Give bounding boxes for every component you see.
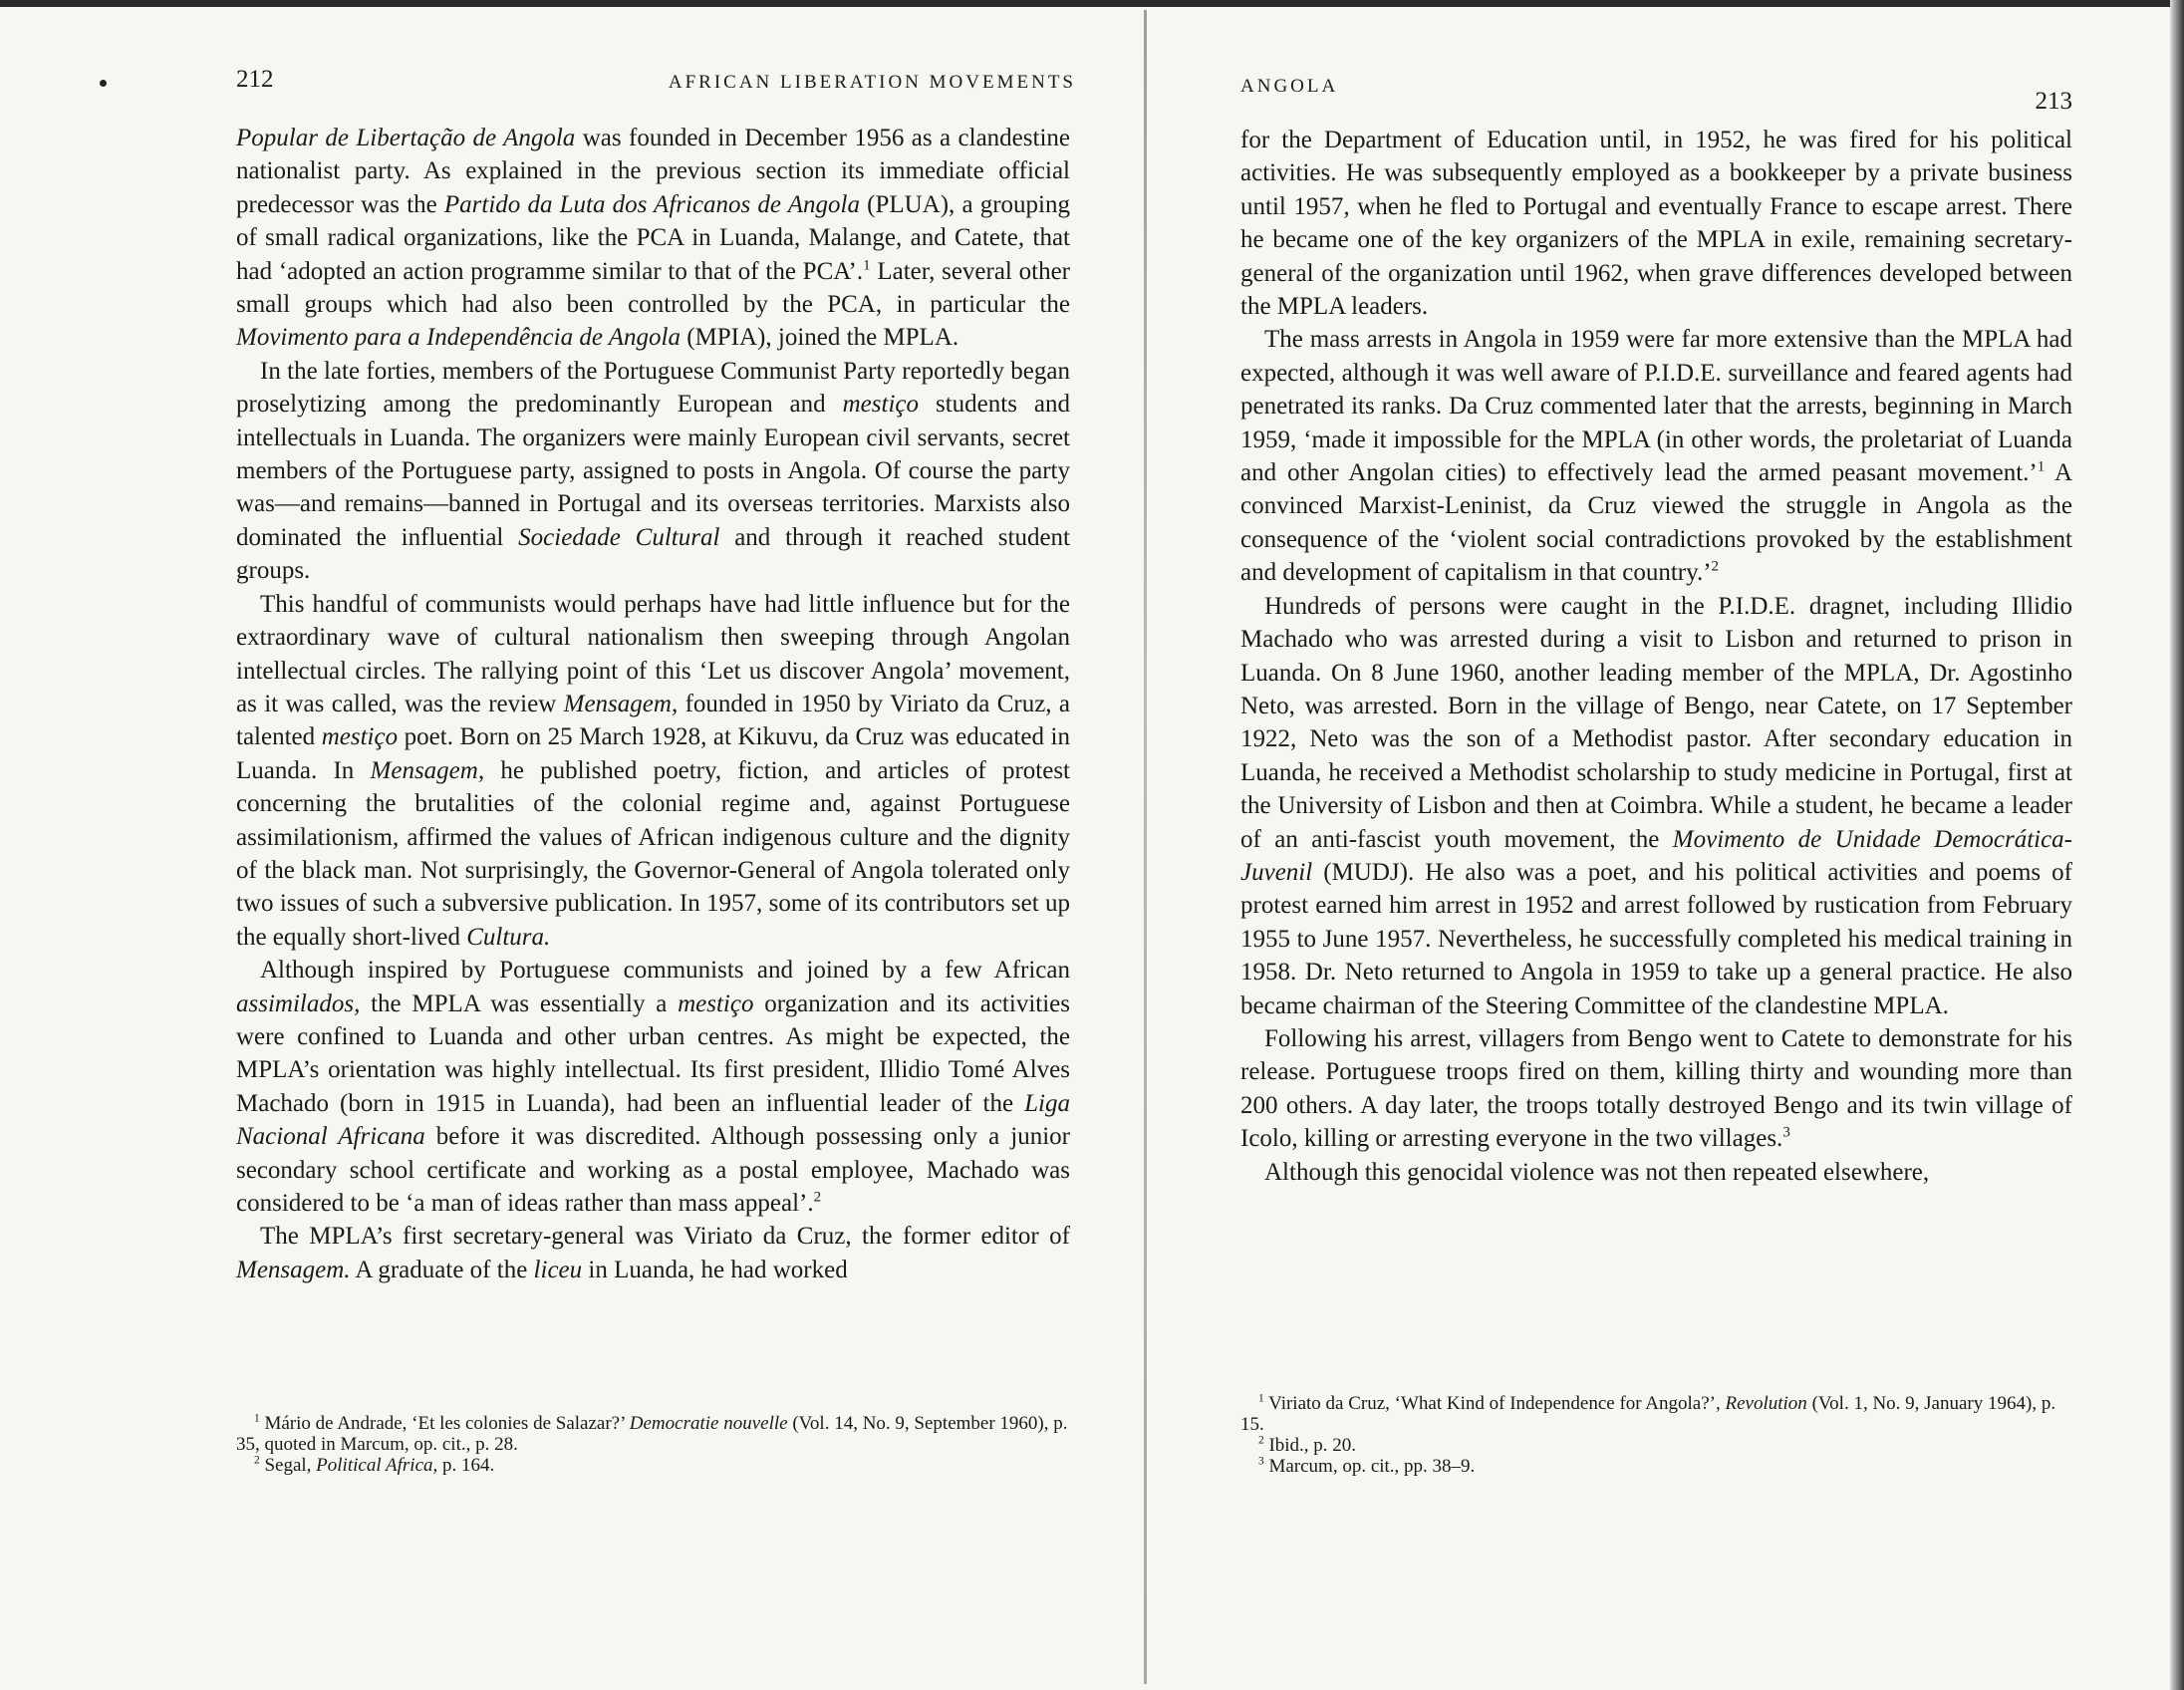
text-run: Partido da Luta dos Africanos de Angola bbox=[443, 190, 860, 218]
paragraph bbox=[236, 122, 1070, 355]
paragraph bbox=[1240, 590, 2072, 1022]
text-run: Hundreds of persons were caught in the P.I.D.E. dragnet, including Illidio Machado who was arrested during a visit to Lisbon and returned to prison in Luanda. On 8 June 1960, another leading member of the MPLA, Dr. Agostinho Neto, was arrested. Born in the village of Bengo, near Catete, on 17 September 1922, Neto was the son of a Methodist pastor. After secondary education in Luanda, he received a Methodist scholarship to study medicine in Portugal, first at the University of Lisbon and then at Coimbra. While a student, he became a leader of an anti-fascist youth movement, the bbox=[1240, 592, 2072, 853]
text-run: Mensagem. bbox=[236, 1256, 351, 1283]
text-run: p. 164. bbox=[437, 1455, 495, 1476]
text-run: A convinced Marxist-Leninist, da Cruz viewed the struggle in Angola as the consequence of the ‘violent social contradictions provoked by the establishment and development of capitalism in that country.’ bbox=[1240, 459, 2072, 587]
footnote bbox=[1240, 1456, 2072, 1477]
footnote-marker: 1 bbox=[1258, 1392, 1264, 1405]
left-page-number: 212 bbox=[236, 66, 274, 93]
text-run: Although this genocidal violence was not then repeated elsewhere, bbox=[1264, 1158, 1930, 1186]
text-run: A graduate of the bbox=[350, 1256, 534, 1283]
left-body-text bbox=[236, 122, 1070, 1286]
paragraph bbox=[236, 588, 1070, 954]
paragraph bbox=[236, 355, 1070, 588]
footnote-marker: 1 bbox=[863, 257, 871, 274]
footnote bbox=[1240, 1435, 2072, 1456]
text-run: Revolution bbox=[1725, 1393, 1807, 1414]
footnote-marker: 3 bbox=[1782, 1124, 1790, 1141]
text-run: (MPIA), joined the MPLA. bbox=[680, 324, 959, 352]
text-run: The MPLA’s first secretary-general was Viriato da Cruz, the former editor of bbox=[260, 1223, 1070, 1251]
text-run: Cultura. bbox=[466, 923, 551, 951]
footnote-marker: 3 bbox=[1258, 1455, 1264, 1468]
text-run: students and intellectuals in Luanda. The organizers were mainly European civil servants, secret members of the Portuguese party, assigned to posts in Angola. Of course the party was—and remains—banned in Portugal and its overseas territories. Marxists also dominated the influential bbox=[236, 391, 1070, 551]
footnote-marker: 2 bbox=[1711, 558, 1720, 575]
text-run: Mensagem, bbox=[370, 756, 485, 784]
text-run: Democratie nouvelle bbox=[629, 1413, 788, 1434]
paragraph bbox=[1240, 1022, 2072, 1156]
footnote-marker: 1 bbox=[2037, 458, 2046, 475]
text-run: Although inspired by Portuguese communists and joined by a few African bbox=[260, 957, 1070, 985]
text-run: Sociedade Cultural bbox=[518, 523, 720, 551]
text-run: mestiço bbox=[678, 989, 754, 1017]
text-run: Movimento de Unidade Democrática-Juvenil bbox=[1240, 825, 2073, 886]
text-run: for the Department of Education until, in 1952, he was fired for his political activities. He was subsequently employed as a bookkeeper by a private business until 1957, when he fled to Portugal and eventually France to escape arrest. There he became one of the key organizers of the MPLA in exile, remaining secretary-general of the organization until 1962, when grave differences developed between the MPLA leaders. bbox=[1240, 127, 2072, 321]
text-run: Mário de Andrade, ‘Et les colonies de Salazar?’ bbox=[259, 1413, 630, 1434]
text-run: was founded in December 1956 as a clandestine nationalist party. As explained in the previous section its immediate official predecessor was the bbox=[236, 125, 1070, 218]
right-body-text bbox=[1240, 124, 2072, 1189]
footnote-marker: 2 bbox=[1258, 1434, 1264, 1447]
text-run: he published poetry, fiction, and articles of protest concerning the brutalities of the colonial regime and, against Portuguese assimilationism, affirmed the values of African indigenous culture and the dignity of the black man. Not surprisingly, the Governor-General of Angola tolerated only two issues of such a subversive publication. In 1957, some of its contributors set up the equally short-lived bbox=[236, 756, 1070, 951]
text-run: founded in 1950 by Viriato da Cruz, a talented bbox=[236, 690, 1071, 751]
text-run: Later, several other small groups which had also been controlled by the PCA, in particular the bbox=[236, 257, 1070, 319]
footnote bbox=[1240, 1393, 2072, 1435]
page-right-edge-shadow bbox=[2170, 0, 2184, 1690]
text-run: Liga Nacional Africana bbox=[236, 1089, 1070, 1151]
paragraph bbox=[1240, 124, 2072, 323]
text-run: This handful of communists would perhaps have had little influence but for the extraordinary wave of cultural nationalism then sweeping through Angolan intellectual circles. The rallying point of this ‘Let us discover Angola’ movement, as it was called, was the review bbox=[236, 590, 1070, 717]
right-page-number: 213 bbox=[2035, 88, 2072, 115]
left-footnotes bbox=[236, 1413, 1070, 1476]
text-run: assimilados, bbox=[236, 989, 361, 1017]
left-running-title: AFRICAN LIBERATION MOVEMENTS bbox=[668, 72, 1076, 93]
text-run: Movimento para a Independência de Angola bbox=[236, 324, 681, 352]
text-run: Popular de Libertação de Angola bbox=[236, 125, 576, 151]
text-run: Marcum, op. cit., pp. 38–9. bbox=[1263, 1456, 1476, 1477]
text-run: Ibid., p. 20. bbox=[1263, 1435, 1357, 1456]
paragraph bbox=[236, 954, 1070, 1220]
text-run: Political Africa, bbox=[316, 1455, 438, 1476]
text-run: mestiço bbox=[842, 391, 919, 419]
paragraph bbox=[1240, 323, 2072, 589]
text-run: Segal, bbox=[259, 1455, 317, 1476]
text-run: (Vol. 1, No. 9, January 1964), p. 15. bbox=[1240, 1393, 2056, 1435]
footnote bbox=[236, 1455, 1070, 1476]
text-run: (Vol. 14, No. 9, September 1960), p. 35, quoted in Marcum, op. cit., p. 28. bbox=[236, 1413, 1068, 1455]
text-run: the MPLA was essentially a bbox=[360, 989, 679, 1017]
footnote-marker: 2 bbox=[813, 1189, 822, 1206]
footnote-marker: 2 bbox=[254, 1454, 260, 1467]
text-run: mestiço bbox=[321, 723, 399, 751]
text-run: (PLUA), a grouping of small radical organizations, like the PCA in Luanda, Malange, and Catete, that had ‘adopted an action programme similar to that of the PCA’. bbox=[236, 190, 1070, 285]
text-run: (MUDJ). He also was a poet, and his political activities and poems of protest earned him arrest in 1952 and arrest followed by rustication from February 1955 to June 1957. Nevertheless, he successfully completed his medical training in 1958. Dr. Neto returned to Angola in 1959 to take up a general practice. He also became chairman of the Steering Committee of the clandestine MPLA. bbox=[1240, 858, 2072, 1019]
paragraph bbox=[1240, 1156, 2072, 1189]
right-page bbox=[1147, 0, 2170, 1690]
text-run: The mass arrests in Angola in 1959 were far more extensive than the MPLA had expected, although it was well aware of P.I.D.E. surveillance and feared agents had penetrated its ranks. Da Cruz commented later that the arrests, beginning in March 1959, ‘made it impossible for the MPLA (in other words, the proletariat of Luanda and other Angolan cities) to effectively lead the armed peasant movement.’ bbox=[1240, 326, 2072, 487]
text-run: liceu bbox=[533, 1256, 583, 1283]
text-run: Mensagem, bbox=[563, 690, 679, 717]
text-run: Following his arrest, villagers from Bengo went to Catete to demonstrate for his release. Portuguese troops fired on them, killing thirty and wounding more than 200 others. A day later, the troops totally destroyed Bengo and its twin village of Icolo, killing or arresting everyone in the two villages. bbox=[1240, 1024, 2072, 1153]
footnote bbox=[236, 1413, 1070, 1455]
text-run: and through it reached student groups. bbox=[236, 523, 1070, 585]
text-run: poet. Born on 25 March 1928, at Kikuvu, da Cruz was educated in Luanda. In bbox=[236, 723, 1070, 784]
right-footnotes bbox=[1240, 1393, 2072, 1477]
text-run: In the late forties, members of the Portuguese Communist Party reportedly began proselytizing among the predominantly European and bbox=[236, 357, 1070, 419]
text-run: in Luanda, he had worked bbox=[582, 1256, 848, 1283]
paragraph bbox=[236, 1220, 1070, 1286]
text-run: Viriato da Cruz, ‘What Kind of Independence for Angola?’, bbox=[1263, 1393, 1726, 1414]
footnote-marker: 1 bbox=[254, 1412, 260, 1425]
right-running-title: ANGOLA bbox=[1240, 76, 1339, 97]
text-run: organization and its activities were confined to Luanda and other urban centres. As might be expected, the MPLA’s orientation was highly intellectual. Its first president, Illidio Tomé Alves Machado (born in 1915 in Luanda), had been an influential leader of the bbox=[236, 989, 1070, 1117]
text-run: before it was discredited. Although possessing only a junior secondary school certificate and working as a postal employee, Machado was considered to be ‘a man of ideas rather than mass appeal’. bbox=[236, 1123, 1070, 1217]
